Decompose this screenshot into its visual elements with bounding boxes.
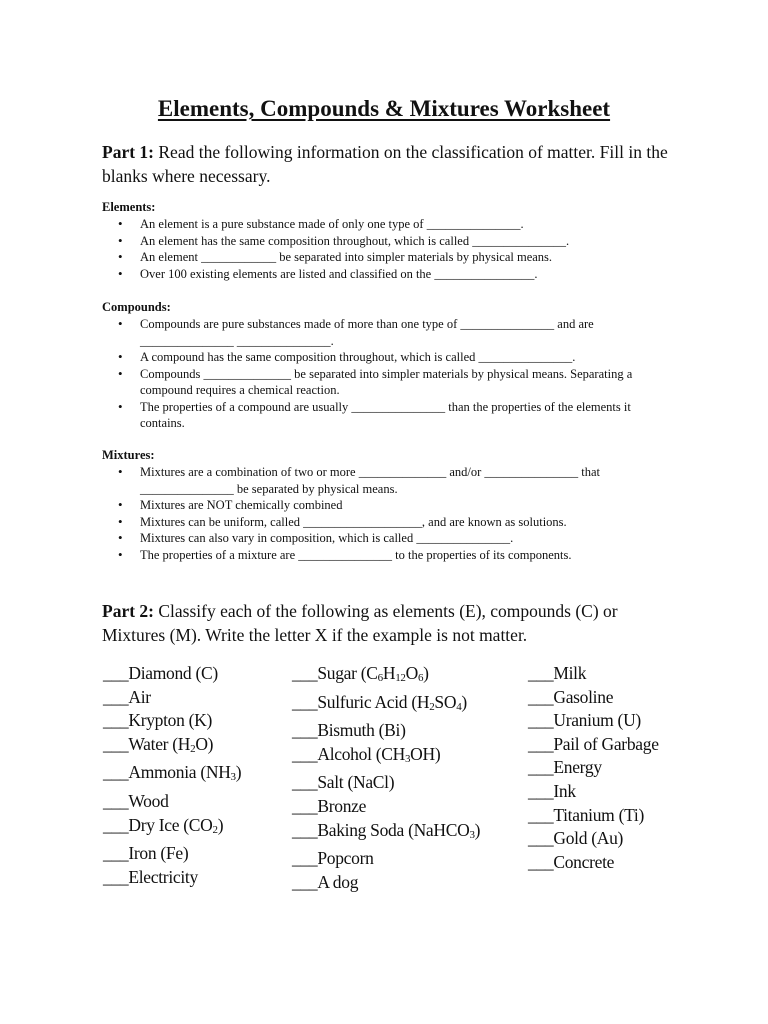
part1-instructions bbox=[102, 140, 682, 188]
part1-label: Part 1: bbox=[102, 142, 154, 162]
part1-text: Read the following information on the classification of matter. Fill in the blanks where necessary. bbox=[102, 142, 668, 186]
list-item: • Mixtures are a combination of two or more ______________ and/or _______________ that _______________ be separated by physical means. bbox=[102, 464, 672, 497]
list-item: • Compounds ______________ be separated into simpler materials by physical means. Separating a compound requires a chemical reaction. bbox=[102, 366, 672, 399]
classify-item: ___Baking Soda (NaHCO$_3$) bbox=[292, 819, 481, 841]
classify-item: ___Air bbox=[103, 686, 151, 707]
classify-item: ___Gasoline bbox=[528, 686, 614, 707]
list-item: • A compound has the same composition throughout, which is called _______________. bbox=[102, 349, 672, 366]
part2-text: Classify each of the following as elements (E), compounds (C) or Mixtures (M). Write the letter X if the example is not matter. bbox=[102, 601, 618, 645]
part2-instructions bbox=[102, 599, 682, 647]
list-item: • Compounds are pure substances made of more than one type of _______________ and are _______________ _______________. bbox=[102, 316, 672, 349]
classify-item: ___Iron (Fe) bbox=[103, 843, 189, 864]
elements-list bbox=[102, 216, 672, 282]
compounds-list bbox=[102, 316, 672, 432]
classify-item: ___Wood bbox=[103, 790, 169, 811]
mixtures-heading: Mixtures: bbox=[102, 448, 155, 462]
list-item: • Mixtures are NOT chemically combined bbox=[102, 497, 672, 514]
classify-item: ___Milk bbox=[528, 663, 587, 683]
classify-item: ___Sulfuric Acid $(H_2SO_4)$ bbox=[292, 691, 467, 713]
list-item: • An element is a pure substance made of only one type of _______________. bbox=[102, 216, 672, 233]
list-item: • An element has the same composition throughout, which is called _______________. bbox=[102, 233, 672, 250]
classify-item: ___Salt (NaCl) bbox=[292, 772, 395, 793]
list-item: • Mixtures can be uniform, called ___________________, and are known as solutions. bbox=[102, 514, 672, 531]
classify-column-2 bbox=[292, 662, 480, 894]
classify-item: ___Gold (Au) bbox=[528, 828, 624, 849]
mixtures-list bbox=[102, 464, 672, 563]
worksheet-title: Elements, Compounds & Mixtures Worksheet bbox=[157, 96, 611, 121]
classify-item: ___Electricity bbox=[103, 866, 198, 887]
compounds-heading: Compounds: bbox=[102, 300, 171, 314]
classify-column-3 bbox=[528, 662, 659, 874]
classify-item: ___Diamond (C) bbox=[103, 663, 218, 683]
classify-item: ___Alcohol $(CH_3OH)$ bbox=[292, 743, 441, 765]
classify-item: ___Bismuth (Bi) bbox=[292, 720, 406, 741]
classify-item: ___Krypton (K) bbox=[103, 710, 213, 731]
list-item: • The properties of a mixture are _______________ to the properties of its components. bbox=[102, 547, 672, 564]
classify-item: ___Pail of Garbage bbox=[528, 733, 659, 754]
classify-item: ___Bronze bbox=[292, 795, 367, 816]
part2-label: Part 2: bbox=[102, 601, 154, 621]
classify-item: ___Dry Ice $(CO_2)$ bbox=[103, 814, 224, 836]
elements-heading: Elements: bbox=[102, 200, 156, 214]
classify-item: ___Popcorn bbox=[292, 848, 374, 869]
classify-item: ___Energy bbox=[528, 757, 602, 778]
list-item: • An element ____________ be separated into simpler materials by physical means. bbox=[102, 249, 672, 266]
list-item: • Over 100 existing elements are listed and classified on the ________________. bbox=[102, 266, 672, 283]
classify-item: ___Concrete bbox=[528, 851, 615, 872]
classify-item: ___Ink bbox=[528, 780, 576, 801]
classify-column-1 bbox=[103, 662, 241, 889]
classify-item: ___Uranium (U) bbox=[528, 710, 641, 731]
list-item: • Mixtures can also vary in composition, which is called _______________. bbox=[102, 530, 672, 547]
classify-item: ___Titanium (Ti) bbox=[528, 804, 644, 825]
classify-item: ___Water $(H_2O)$ bbox=[103, 733, 214, 755]
list-item: • The properties of a compound are usually _______________ than the properties of the elements it contains. bbox=[102, 399, 672, 432]
classify-item: ___Sugar $(C_6H_{12}O_6)$ bbox=[292, 663, 429, 684]
classify-item: ___Ammonia $(NH_3)$ bbox=[103, 762, 242, 784]
classify-item: ___A dog bbox=[292, 871, 359, 892]
